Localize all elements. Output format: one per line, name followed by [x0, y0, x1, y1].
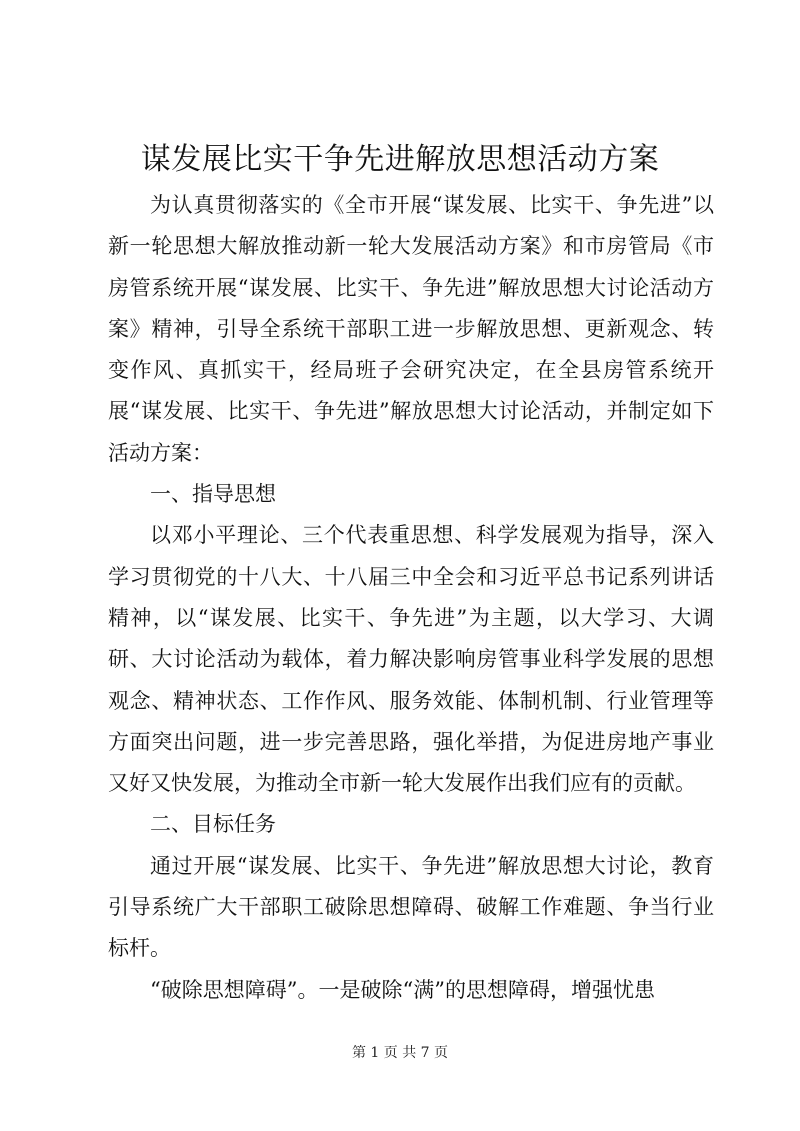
guiding-ideology-paragraph: 以邓小平理论、三个代表重思想、科学发展观为指导，深入学习贯彻党的十八大、十八届三中全会和习近平总书记系列讲话精神，以“谋发展、比实干、争先进”为主题，以大学习、大调研、大讨论活动为载体，着力解决影响房管事业科学发展的思想观念、精神状态、工作作风、服务效能、体制机制、行业管理等方面突出问题，进一步完善思路，强化举措，为促进房地产事业又好又快发展，为推动全市新一轮大发展作出我们应有的贡献。 — [108, 523, 714, 796]
page-footer: 第 1 页 共 7 页 — [351, 1045, 449, 1061]
section-heading-objectives: 二、目标任务 — [150, 812, 276, 837]
document-title: 谋发展比实干争先进解放思想活动方案 — [140, 142, 660, 177]
objectives-paragraph: 通过开展“谋发展、比实干、争先进”解放思想大讨论，教育引导系统广大干部职工破除思想障碍、破解工作难题、争当行业标杆。 — [108, 853, 714, 961]
document-body — [108, 185, 714, 1011]
break-barriers-paragraph: “破除思想障碍”。一是破除“满”的思想障碍，增强忧患 — [150, 977, 655, 1002]
section-heading-guiding-ideology: 一、指导思想 — [150, 482, 276, 507]
intro-paragraph: 为认真贯彻落实的《全市开展“谋发展、比实干、争先进”以新一轮思想大解放推动新一轮大发展活动方案》和市房管局《市房管系统开展“谋发展、比实干、争先进”解放思想大讨论活动方案》精神，引导全系统干部职工进一步解放思想、更新观念、转变作风、真抓实干，经局班子会研究决定，在全县房管系统开展“谋发展、比实干、争先进”解放思想大讨论活动，并制定如下活动方案： — [108, 193, 714, 465]
